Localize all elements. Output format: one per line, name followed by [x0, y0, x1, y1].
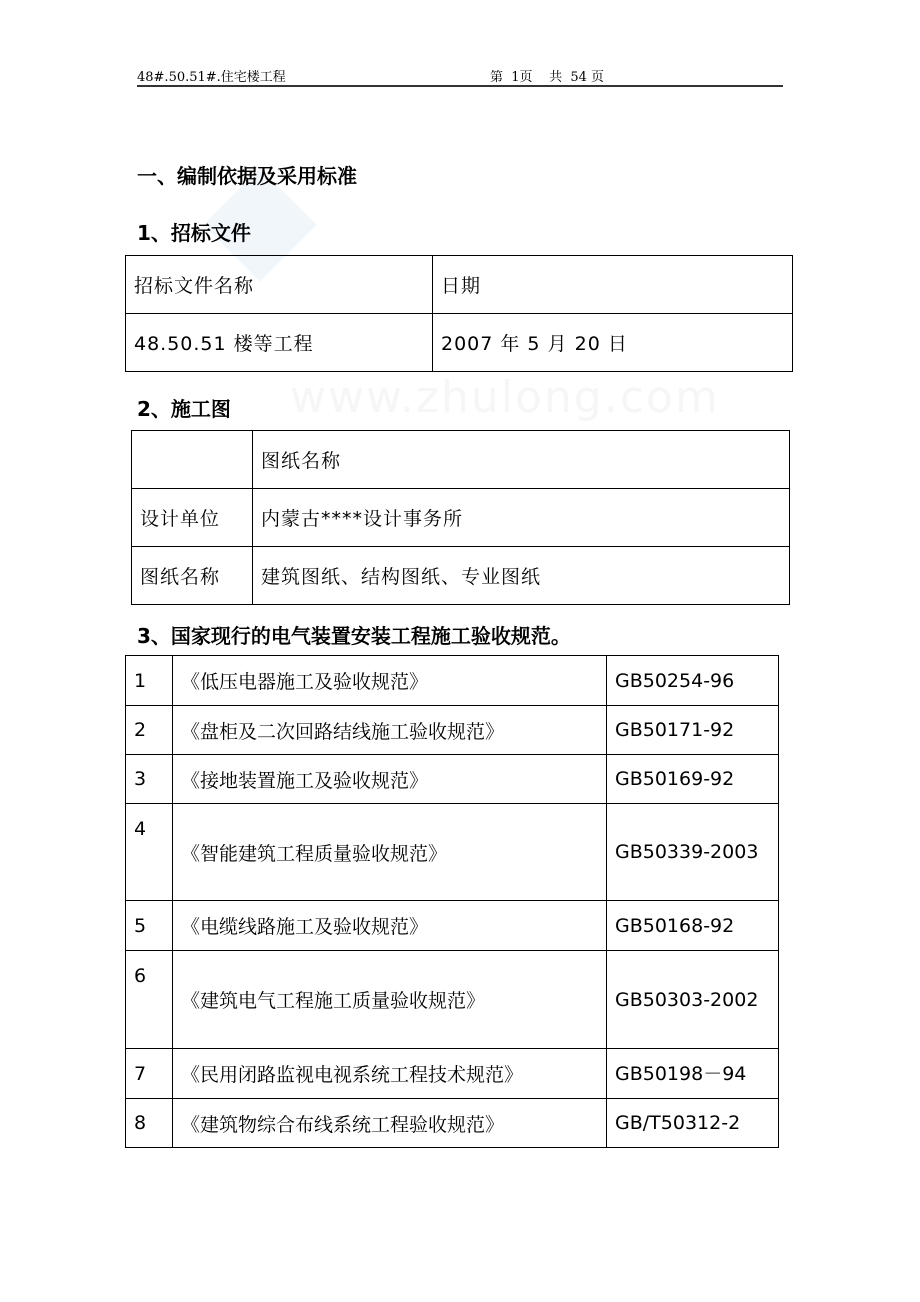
standards-table	[125, 655, 779, 1148]
table-row	[126, 1099, 779, 1148]
standard-name: 《低压电器施工及验收规范》	[173, 656, 607, 706]
cell: 设计单位	[132, 489, 253, 547]
table-row	[126, 804, 779, 901]
row-number: 5	[126, 901, 173, 951]
table-row	[132, 489, 790, 547]
row-number: 4	[126, 804, 173, 901]
standard-code: GB/T50312-2	[607, 1099, 779, 1148]
standard-name: 《接地装置施工及验收规范》	[173, 755, 607, 804]
standard-code: GB50339-2003	[607, 804, 779, 901]
cell: 图纸名称	[132, 547, 253, 605]
standard-name: 《智能建筑工程质量验收规范》	[173, 804, 607, 901]
row-number: 1	[126, 656, 173, 706]
table-row	[126, 256, 793, 314]
tender-table	[125, 255, 793, 372]
standard-name: 《建筑电气工程施工质量验收规范》	[173, 951, 607, 1049]
cell: 建筑图纸、结构图纸、专业图纸	[253, 547, 790, 605]
cell: 日期	[433, 256, 793, 314]
table-row	[126, 706, 779, 755]
cell: 图纸名称	[253, 431, 790, 489]
watermark: www.zhulong.com	[290, 372, 720, 423]
header-page-number: 第 1页 共 54 页	[490, 70, 605, 85]
standard-name: 《民用闭路监视电视系统工程技术规范》	[173, 1049, 607, 1099]
table-row	[126, 951, 779, 1049]
header-title: 48#.50.51#.住宅楼工程	[137, 70, 286, 85]
cell: 2007 年 5 月 20 日	[433, 314, 793, 372]
table-row	[132, 547, 790, 605]
standard-code: GB50168-92	[607, 901, 779, 951]
table-row	[126, 1049, 779, 1099]
section3-title: 3、国家现行的电气装置安装工程施工验收规范。	[137, 624, 571, 648]
row-number: 8	[126, 1099, 173, 1148]
standard-name: 《电缆线路施工及验收规范》	[173, 901, 607, 951]
standard-code: GB50254-96	[607, 656, 779, 706]
row-number: 2	[126, 706, 173, 755]
table-row	[132, 431, 790, 489]
section1-title: 1、招标文件	[137, 221, 251, 245]
table-row	[126, 755, 779, 804]
row-number: 3	[126, 755, 173, 804]
header-rule	[137, 85, 783, 87]
standard-name: 《建筑物综合布线系统工程验收规范》	[173, 1099, 607, 1148]
drawings-table	[131, 430, 790, 605]
standard-code: GB50198－94	[607, 1049, 779, 1099]
row-number: 7	[126, 1049, 173, 1099]
cell	[132, 431, 253, 489]
table-row	[126, 656, 779, 706]
cell: 48.50.51 楼等工程	[126, 314, 433, 372]
table-row	[126, 314, 793, 372]
standard-name: 《盘柜及二次回路结线施工验收规范》	[173, 706, 607, 755]
standard-code: GB50303-2002	[607, 951, 779, 1049]
cell: 招标文件名称	[126, 256, 433, 314]
standard-code: GB50171-92	[607, 706, 779, 755]
cell: 内蒙古****设计事务所	[253, 489, 790, 547]
section2-title: 2、施工图	[137, 397, 231, 421]
standard-code: GB50169-92	[607, 755, 779, 804]
main-heading: 一、编制依据及采用标准	[137, 164, 357, 188]
row-number: 6	[126, 951, 173, 1049]
table-row	[126, 901, 779, 951]
